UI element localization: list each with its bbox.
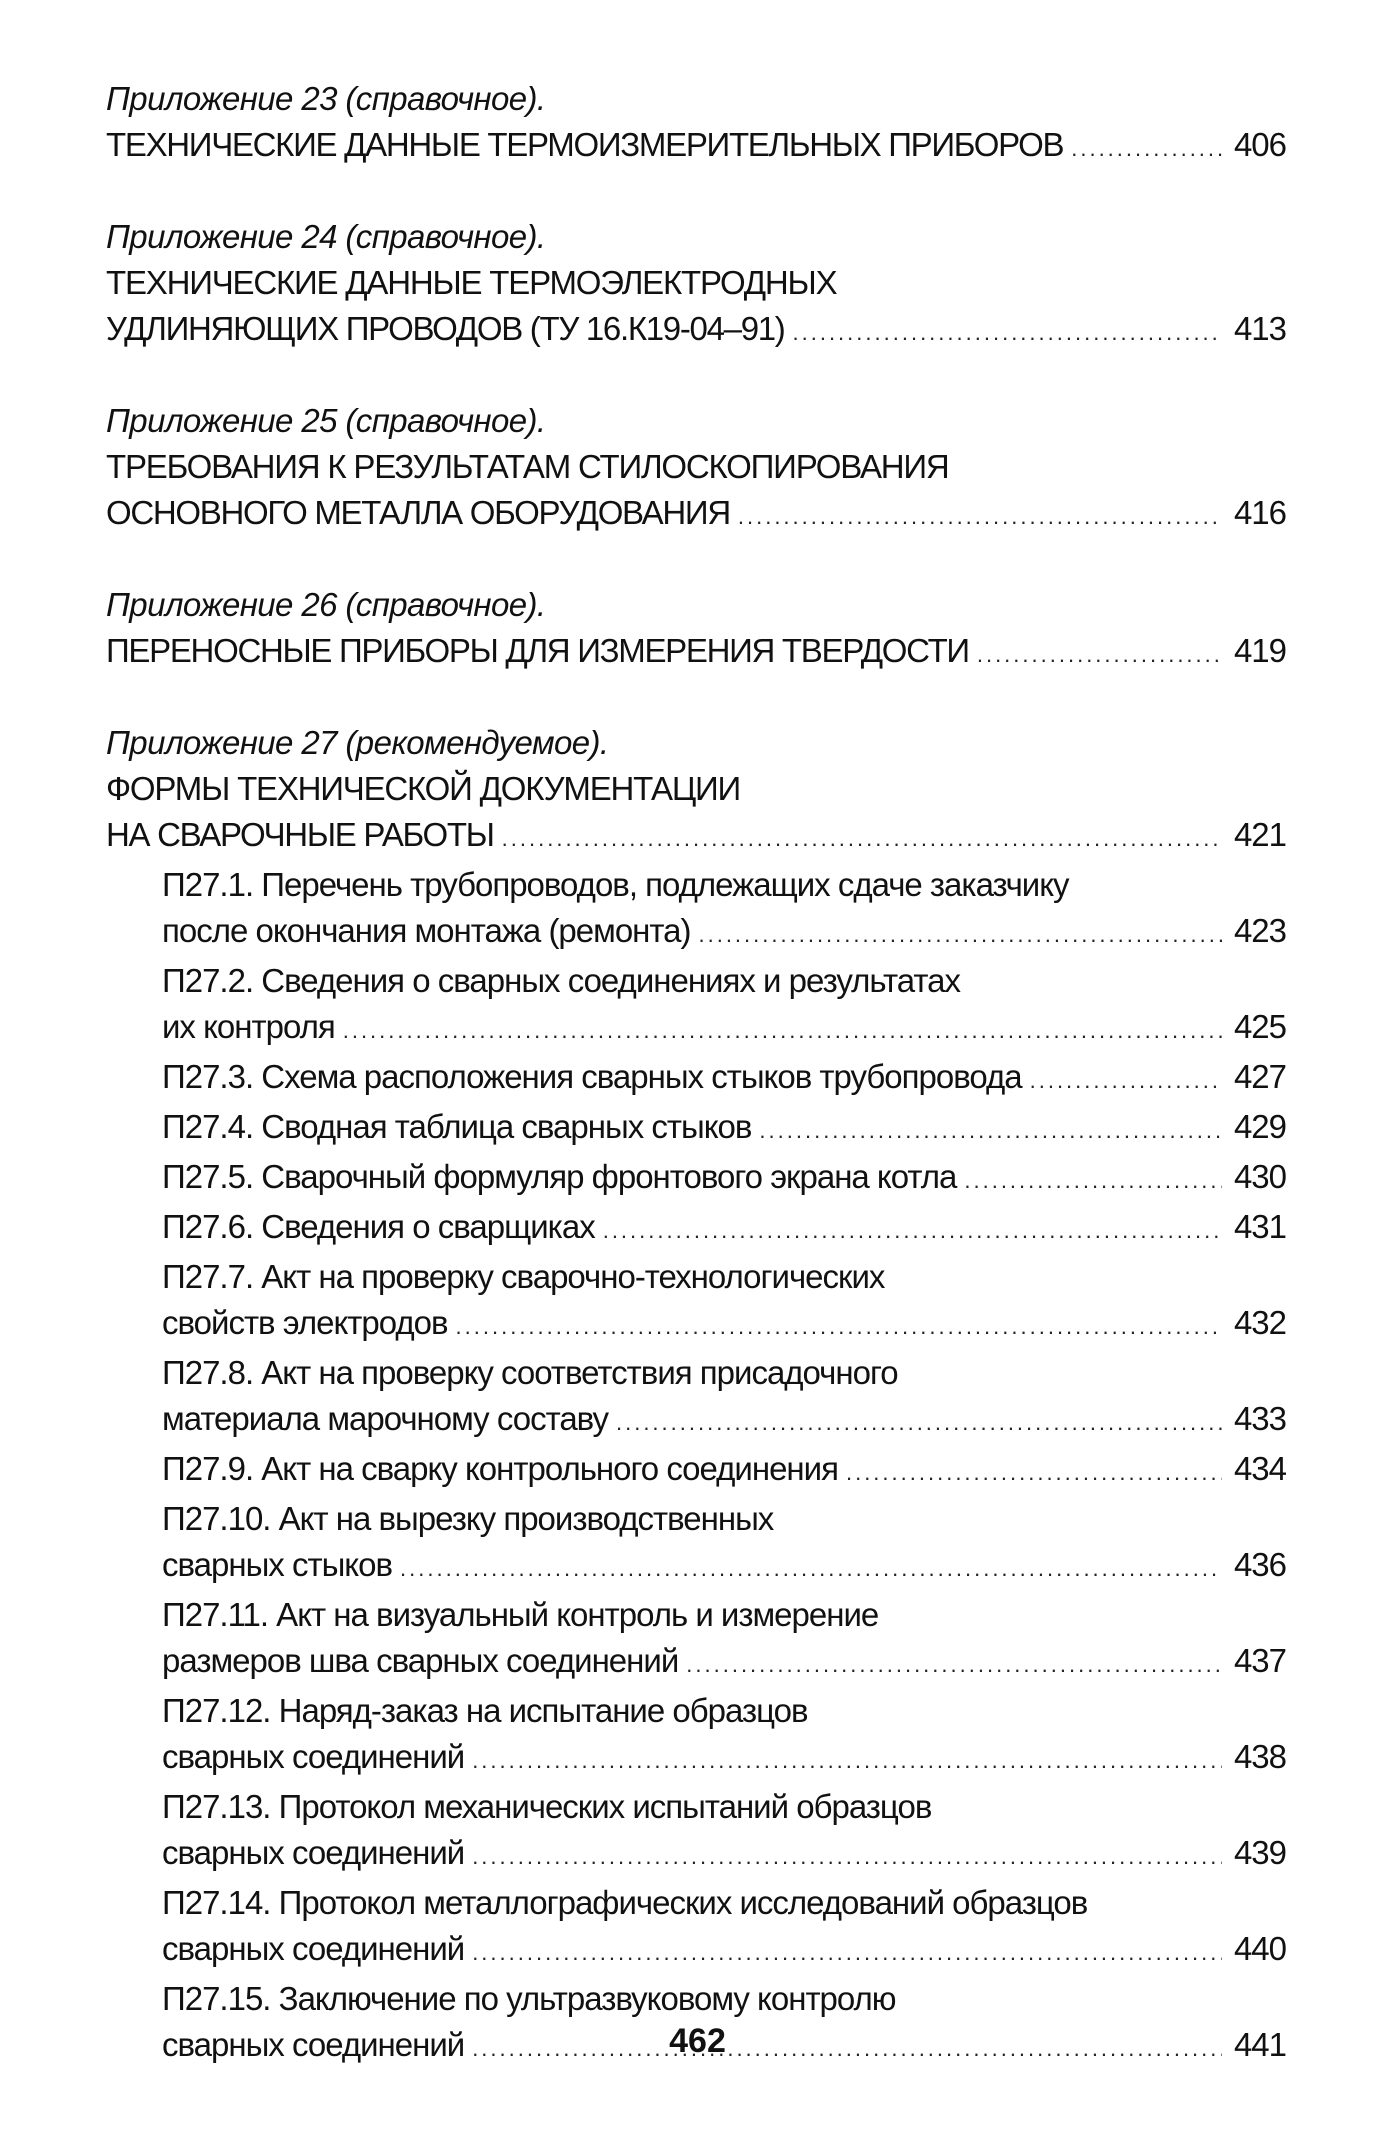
subsection-entry [162, 1254, 1286, 1350]
appendix-title-line: ПЕРЕНОСНЫЕ ПРИБОРЫ ДЛЯ ИЗМЕРЕНИЯ ТВЕРДОСТИ [106, 632, 969, 669]
subsection-title-line: П27.4. Сводная таблица сварных стыков [162, 1108, 752, 1145]
dot-leader [456, 1304, 1222, 1350]
page-reference: 419 [1233, 632, 1286, 669]
subsection-entry [162, 1592, 1286, 1688]
page-reference: 439 [1233, 1834, 1286, 1871]
subsection-title-line: П27.12. Наряд-заказ на испытание образцов [162, 1692, 808, 1729]
dot-leader [977, 632, 1222, 678]
toc-row [162, 1542, 1286, 1592]
subsection-entry [162, 1784, 1286, 1880]
appendix-title-line: ОСНОВНОГО МЕТАЛЛА ОБОРУДОВАНИЯ [106, 494, 730, 531]
dot-leader [698, 912, 1222, 958]
dot-leader [343, 1008, 1222, 1054]
page-reference: 425 [1233, 1008, 1286, 1045]
appendix-title-line: ФОРМЫ ТЕХНИЧЕСКОЙ ДОКУМЕНТАЦИИ [106, 770, 741, 807]
appendix-title-line: ТРЕБОВАНИЯ К РЕЗУЛЬТАТАМ СТИЛОСКОПИРОВАНИЯ [106, 448, 949, 485]
appendix-label: Приложение 24 (справочное). [106, 218, 546, 255]
appendix-entry [106, 582, 1286, 678]
subsection-title-line: П27.15. Заключение по ультразвуковому контролю [162, 1980, 896, 2017]
appendix-title-line: ТЕХНИЧЕСКИЕ ДАННЫЕ ТЕРМОЭЛЕКТРОДНЫХ [106, 264, 837, 301]
appendix-title-line: НА СВАРОЧНЫЕ РАБОТЫ [106, 816, 494, 853]
toc-row [162, 1154, 1286, 1204]
subsection-entry [162, 1204, 1286, 1254]
subsection-title-line: сварных соединений [162, 1930, 465, 1967]
appendix-title-line: УДЛИНЯЮЩИХ ПРОВОДОВ (ТУ 16.К19-04–91) [106, 310, 785, 347]
toc-row [162, 908, 1286, 958]
toc-row [162, 1734, 1286, 1784]
dot-leader [603, 1208, 1222, 1254]
subsection-title-line: размеров шва сварных соединений [162, 1642, 679, 1679]
toc-row [162, 1446, 1286, 1496]
subsection-title-line: П27.6. Сведения о сварщиках [162, 1208, 595, 1245]
appendix-entry [106, 214, 1286, 356]
subsection-entry [162, 1104, 1286, 1154]
dot-leader [793, 310, 1223, 356]
page-reference: 430 [1233, 1158, 1286, 1195]
toc-row [106, 812, 1286, 862]
dot-leader [686, 1642, 1222, 1688]
subsection-title-line: сварных соединений [162, 2026, 465, 2063]
dot-leader [400, 1546, 1222, 1592]
subsection-entry [162, 958, 1286, 1054]
appendix-label: Приложение 23 (справочное). [106, 80, 546, 117]
appendix-label: Приложение 27 (рекомендуемое). [106, 724, 609, 761]
subsection-title-line: П27.7. Акт на проверку сварочно-технологических [162, 1258, 885, 1295]
appendix-entry [106, 398, 1286, 540]
appendix-entry [106, 76, 1286, 172]
toc-row [162, 1300, 1286, 1350]
subsection-title-line: сварных стыков [162, 1546, 393, 1583]
dot-leader [616, 1400, 1222, 1446]
dot-leader [964, 1158, 1222, 1204]
page-reference: 433 [1233, 1400, 1286, 1437]
subsection-entry [162, 1496, 1286, 1592]
page-reference: 438 [1233, 1738, 1286, 1775]
subsection-entry [162, 862, 1286, 958]
subsection-title-line: сварных соединений [162, 1834, 465, 1871]
appendix-entry [106, 720, 1286, 2072]
dot-leader [472, 1930, 1222, 1976]
subsection-title-line: сварных соединений [162, 1738, 465, 1775]
dot-leader [1071, 126, 1222, 172]
toc-row [106, 490, 1286, 540]
page-reference: 406 [1233, 126, 1286, 163]
appendix-label: Приложение 26 (справочное). [106, 586, 546, 623]
toc-row [162, 1638, 1286, 1688]
subsection-title-line: материала марочному составу [162, 1400, 608, 1437]
page-number: 462 [669, 2022, 726, 2060]
subsection-title-line: П27.2. Сведения о сварных соединениях и результатах [162, 962, 960, 999]
subsection-list [106, 862, 1286, 2072]
dot-leader [472, 1738, 1222, 1784]
page-reference: 431 [1233, 1208, 1286, 1245]
dot-leader [846, 1450, 1222, 1496]
dot-leader [759, 1108, 1222, 1154]
subsection-title-line: П27.1. Перечень трубопроводов, подлежащих сдаче заказчику [162, 866, 1069, 903]
toc-row [162, 1926, 1286, 1976]
subsection-title-line: П27.14. Протокол металлографических исследований образцов [162, 1884, 1088, 1921]
subsection-entry [162, 1154, 1286, 1204]
page-reference: 440 [1233, 1930, 1286, 1967]
subsection-title-line: П27.5. Сварочный формуляр фронтового экрана котла [162, 1158, 957, 1195]
page-reference: 413 [1233, 310, 1286, 347]
page-reference: 441 [1233, 2026, 1286, 2063]
toc-row [162, 1104, 1286, 1154]
appendix-title-line: ТЕХНИЧЕСКИЕ ДАННЫЕ ТЕРМОИЗМЕРИТЕЛЬНЫХ ПРИБОРОВ [106, 126, 1064, 163]
subsection-title-line: свойств электродов [162, 1304, 448, 1341]
toc-row [106, 306, 1286, 356]
dot-leader [472, 1834, 1222, 1880]
page-reference: 436 [1233, 1546, 1286, 1583]
toc-row [162, 1004, 1286, 1054]
subsection-title-line: П27.10. Акт на вырезку производственных [162, 1500, 774, 1537]
appendix-label: Приложение 25 (справочное). [106, 402, 546, 439]
toc-row [162, 1830, 1286, 1880]
toc-row [106, 628, 1286, 678]
page-reference: 437 [1233, 1642, 1286, 1679]
subsection-title-line: после окончания монтажа (ремонта) [162, 912, 691, 949]
subsection-entry [162, 1880, 1286, 1976]
page-reference: 421 [1233, 816, 1286, 853]
subsection-entry [162, 1446, 1286, 1496]
subsection-title-line: их контроля [162, 1008, 335, 1045]
subsection-entry [162, 1688, 1286, 1784]
subsection-entry [162, 1054, 1286, 1104]
dot-leader [502, 816, 1222, 862]
toc-row [106, 122, 1286, 172]
table-of-contents [106, 76, 1286, 2072]
subsection-entry [162, 1350, 1286, 1446]
toc-row [162, 1054, 1286, 1104]
page-reference: 432 [1233, 1304, 1286, 1341]
toc-row [162, 1204, 1286, 1254]
page-reference: 423 [1233, 912, 1286, 949]
subsection-title-line: П27.11. Акт на визуальный контроль и измерение [162, 1596, 879, 1633]
dot-leader [1030, 1058, 1222, 1104]
dot-leader [738, 494, 1222, 540]
subsection-title-line: П27.13. Протокол механических испытаний образцов [162, 1788, 932, 1825]
page-reference: 434 [1233, 1450, 1286, 1487]
subsection-title-line: П27.9. Акт на сварку контрольного соединения [162, 1450, 838, 1487]
toc-row [162, 1396, 1286, 1446]
page-reference: 416 [1233, 494, 1286, 531]
page-reference: 427 [1233, 1058, 1286, 1095]
page-reference: 429 [1233, 1108, 1286, 1145]
subsection-title-line: П27.8. Акт на проверку соответствия присадочного [162, 1354, 898, 1391]
subsection-title-line: П27.3. Схема расположения сварных стыков трубопровода [162, 1058, 1022, 1095]
